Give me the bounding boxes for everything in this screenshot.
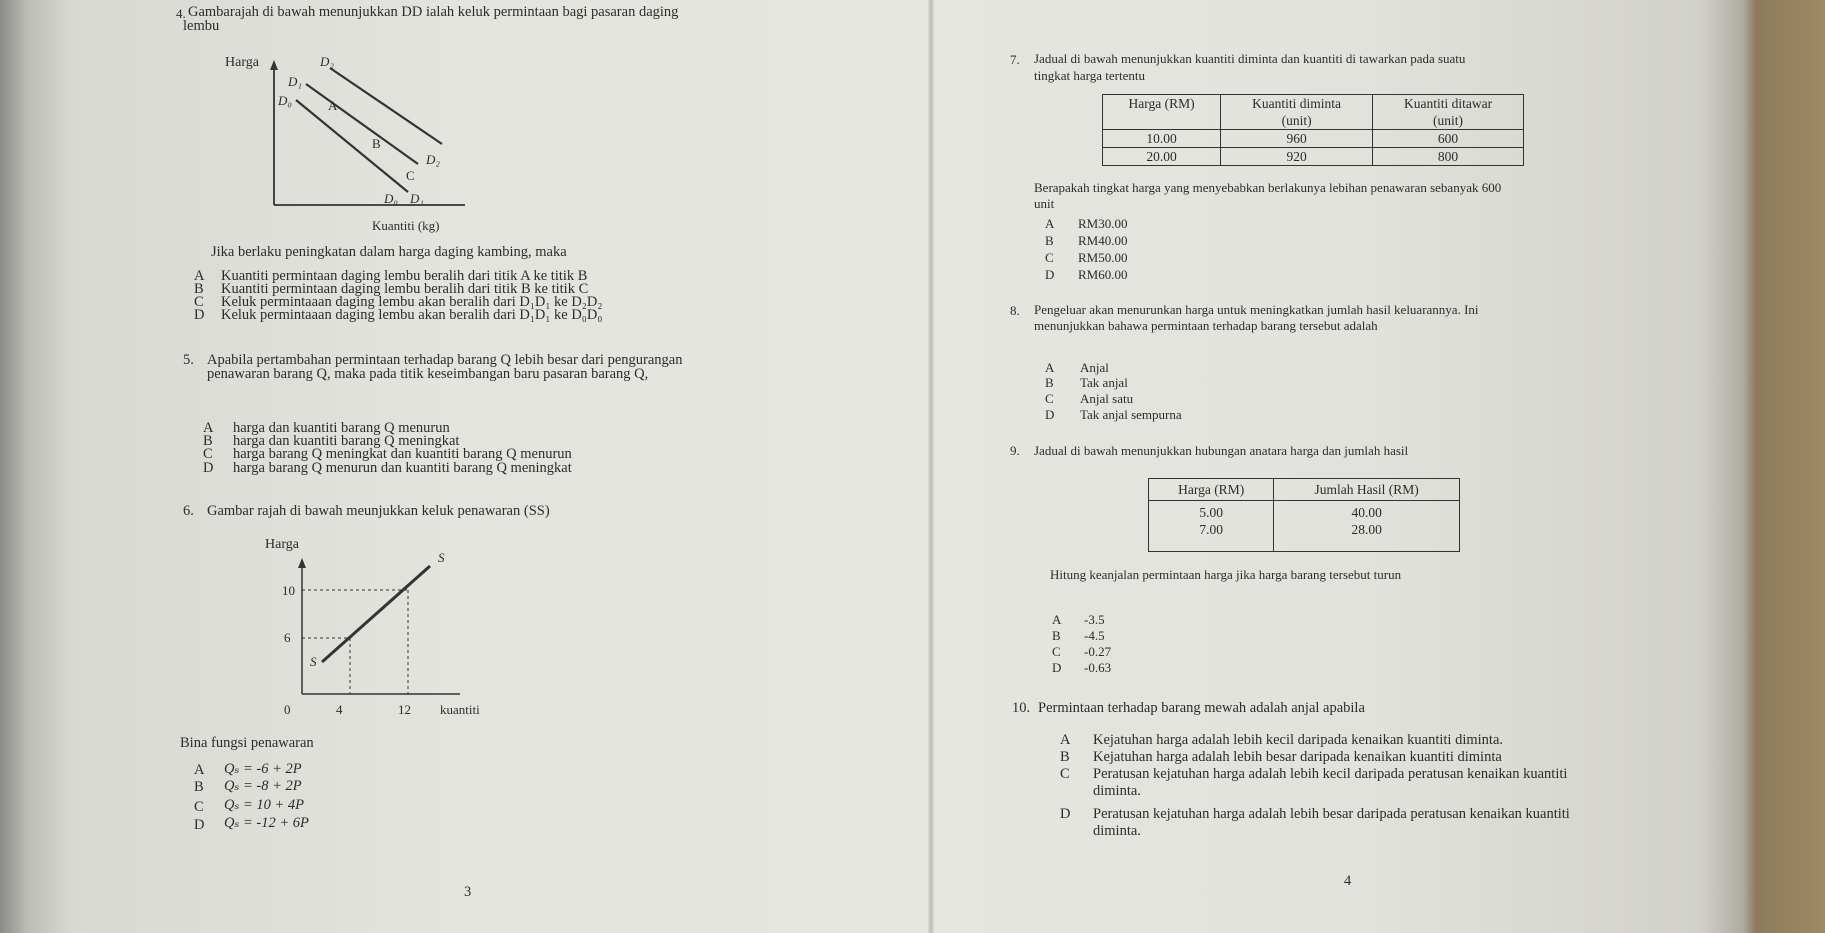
q6-option-b-text: Qₛ = -8 + 2P: [224, 778, 302, 794]
q10-option-d-letter: D: [1060, 806, 1071, 822]
q5-option-a-letter: A: [203, 420, 214, 436]
q9-option-a-letter: A: [1052, 612, 1062, 627]
page-number-right: 4: [1344, 873, 1352, 889]
q4-stem: Gambarajah di bawah menunjukkan DD ialah keluk permintaan bagi pasaran daging: [188, 4, 679, 20]
q4-y-label: Harga: [225, 55, 259, 70]
q9-cell: 28.00: [1274, 521, 1460, 552]
q7-stem-line2: tingkat harga tertentu: [1034, 68, 1145, 83]
q6-xtick-12: 12: [398, 702, 411, 717]
q8-option-c-letter: C: [1045, 391, 1054, 406]
q5-option-a-text: harga dan kuantiti barang Q menurun: [233, 420, 450, 436]
q9-option-a-text: -3.5: [1084, 612, 1105, 627]
q4-label-d0-top: D₀: [278, 93, 292, 108]
q8-option-a-text: Anjal: [1080, 360, 1109, 375]
q4-demand-graph: [225, 48, 480, 238]
q4-point-a: A: [328, 98, 338, 113]
q4-x-label: Kuantiti (kg): [372, 218, 440, 233]
q7-header-ditawar-unit: (unit): [1373, 112, 1524, 130]
q9-header-jumlah-hasil: Jumlah Hasil (RM): [1274, 479, 1460, 501]
q4-prompt: Jika berlaku peningkatan dalam harga daging kambing, maka: [211, 244, 567, 260]
q10-number: 10.: [1012, 700, 1031, 716]
q8-stem-line1: Pengeluar akan menurunkan harga untuk meningkatkan jumlah hasil keluarannya. Ini: [1034, 302, 1479, 317]
q6-option-a-text: Qₛ = -6 + 2P: [224, 761, 302, 777]
q9-option-c-letter: C: [1052, 644, 1061, 659]
q8-option-c-text: Anjal satu: [1080, 391, 1134, 406]
q6-option-b-letter: B: [194, 779, 204, 795]
q7-prompt-line1: Berapakah tingkat harga yang menyebabkan berlakunya lebihan penawaran sebanyak 600: [1034, 180, 1502, 195]
q4-y-axis-arrow: [270, 60, 278, 70]
q4-option-b-letter: B: [194, 281, 204, 297]
q6-label-s-top: S: [438, 550, 445, 565]
table-row: [1149, 501, 1460, 522]
q7-option-b-letter: B: [1045, 233, 1054, 248]
q9-cell: 40.00: [1274, 501, 1460, 522]
q9-option-d-letter: D: [1052, 660, 1062, 675]
q10-stem: Permintaan terhadap barang mewah adalah anjal apabila: [1038, 700, 1365, 716]
q6-prompt: Bina fungsi penawaran: [180, 735, 314, 751]
q4-label-d0-bottom: D₀: [384, 191, 398, 206]
q7-cell: 960: [1221, 130, 1373, 148]
q6-y-label: Harga: [265, 537, 299, 552]
q8-option-b-text: Tak anjal: [1080, 375, 1128, 390]
q4-option-d-letter: D: [194, 307, 205, 323]
q9-table-header-row: [1149, 479, 1460, 501]
q10-option-a-letter: A: [1060, 732, 1071, 748]
q7-option-c-text: RM50.00: [1078, 250, 1128, 265]
q9-option-c-text: -0.27: [1084, 644, 1112, 659]
q7-header-kuantiti-ditawar: Kuantiti ditawar: [1373, 95, 1524, 113]
exam-page-right: [930, 0, 1750, 933]
q9-number: 9.: [1010, 443, 1020, 458]
q5-option-b-text: harga dan kuantiti barang Q meningkat: [233, 433, 460, 449]
q9-prompt: Hitung keanjalan permintaan harga jika harga barang tersebut turun: [1050, 567, 1402, 582]
q9-header-harga: Harga (RM): [1149, 479, 1274, 501]
q7-option-d-text: RM60.00: [1078, 267, 1128, 282]
q4-label-d2-right: D₂: [426, 152, 440, 167]
q9-option-b-letter: B: [1052, 628, 1061, 643]
q5-stem-line2: penawaran barang Q, maka pada titik keseimbangan baru pasaran barang Q,: [207, 366, 649, 382]
q7-cell: 10.00: [1103, 130, 1221, 148]
q9-option-b-text: -4.5: [1084, 628, 1105, 643]
q8-number: 8.: [1010, 303, 1020, 318]
q6-xtick-4: 4: [336, 702, 343, 717]
q5-stem-line1: Apabila pertambahan permintaan terhadap barang Q lebih besar dari pengurangan: [207, 352, 683, 368]
q9-table: [1148, 478, 1460, 552]
q7-option-d-letter: D: [1045, 267, 1055, 282]
q7-number: 7.: [1010, 52, 1020, 67]
q5-option-d-text: harga barang Q menurun dan kuantiti barang Q meningkat: [233, 460, 572, 476]
q8-option-a-letter: A: [1045, 360, 1055, 375]
q9-option-d-text: -0.63: [1084, 660, 1112, 675]
q6-ytick-6: 6: [284, 630, 291, 645]
q4-point-b: B: [372, 136, 381, 151]
q7-option-c-letter: C: [1045, 250, 1054, 265]
q5-number: 5.: [183, 352, 194, 368]
q4-option-c-letter: C: [194, 294, 204, 310]
q7-cell: 600: [1373, 130, 1524, 148]
q6-x-label: kuantiti: [440, 702, 480, 717]
q4-option-d-text: Keluk permintaaan daging lembu akan beralih dari D₁D₁ ke D₀D₀: [221, 307, 603, 323]
q7-stem-line1: Jadual di bawah menunjukkan kuantiti diminta dan kuantiti di tawarkan pada suatu: [1034, 51, 1466, 66]
q10-option-c-letter: C: [1060, 766, 1070, 782]
q6-option-a-letter: A: [194, 762, 205, 778]
q7-option-b-text: RM40.00: [1078, 233, 1128, 248]
q7-cell: 20.00: [1103, 148, 1221, 166]
q6-option-c-letter: C: [194, 799, 204, 815]
q4-label-d1-top: D₁: [288, 74, 302, 89]
q4-curve-d1: [306, 84, 418, 164]
q6-y-axis-arrow: [298, 558, 306, 568]
q5-option-c-text: harga barang Q meningkat dan kuantiti barang Q menurun: [233, 446, 572, 462]
q9-stem: Jadual di bawah menunjukkan hubungan anatara harga dan jumlah hasil: [1034, 443, 1409, 458]
q5-option-d-letter: D: [203, 460, 214, 476]
q7-table-header-row: [1103, 95, 1524, 113]
q10-option-b-text: Kejatuhan harga adalah lebih besar daripada kenaikan kuantiti diminta: [1093, 749, 1502, 765]
q7-cell: 920: [1221, 148, 1373, 166]
q4-label-d1-bottom: D₁: [410, 191, 424, 206]
q9-cell: 7.00: [1149, 521, 1274, 552]
q4-stem-continued: lembu: [183, 18, 220, 34]
q8-option-d-text: Tak anjal sempurna: [1080, 407, 1182, 422]
page-number-left: 3: [464, 884, 472, 900]
table-row: [1103, 130, 1524, 148]
q7-header-diminta-unit: (unit): [1221, 112, 1373, 130]
q7-option-a-text: RM30.00: [1078, 216, 1128, 231]
q8-option-b-letter: B: [1045, 375, 1054, 390]
q7-prompt-line2: unit: [1034, 196, 1055, 211]
q4-label-d2-top: D₂: [320, 54, 334, 69]
q6-supply-curve: [322, 566, 430, 662]
table-row: [1149, 521, 1460, 552]
q6-ytick-0: 0: [284, 702, 291, 717]
q10-option-b-letter: B: [1060, 749, 1070, 765]
q6-option-c-text: Qₛ = 10 + 4P: [224, 797, 305, 813]
q7-table-header-row-2: [1103, 112, 1524, 130]
q9-cell: 5.00: [1149, 501, 1274, 522]
q4-curve-d2: [330, 68, 442, 144]
q10-option-a-text: Kejatuhan harga adalah lebih kecil daripada kenaikan kuantiti diminta.: [1093, 732, 1504, 748]
q7-header-harga-2: [1103, 112, 1221, 130]
table-row: [1103, 148, 1524, 166]
q4-option-a-text: Kuantiti permintaan daging lembu beralih dari titik A ke titik B: [221, 268, 588, 284]
q7-cell: 800: [1373, 148, 1524, 166]
q8-option-d-letter: D: [1045, 407, 1055, 422]
q5-option-b-letter: B: [203, 433, 213, 449]
q7-header-kuantiti-diminta: Kuantiti diminta: [1221, 95, 1373, 113]
q6-option-d-text: Qₛ = -12 + 6P: [224, 815, 309, 831]
q6-option-d-letter: D: [194, 817, 205, 833]
q6-supply-graph: [260, 536, 500, 722]
q6-number: 6.: [183, 503, 194, 519]
q10-option-d-text-line2: diminta.: [1093, 823, 1141, 839]
q6-ytick-10: 10: [282, 583, 295, 598]
q4-option-b-text: Kuantiti permintaan daging lembu beralih dari titik B ke titik C: [221, 281, 589, 297]
q8-stem-line2: menunjukkan bahawa permintaan terhadap barang tersebut adalah: [1034, 318, 1378, 333]
q10-option-c-text-line1: Peratusan kejatuhan harga adalah lebih kecil daripada peratusan kenaikan kuantiti: [1093, 766, 1568, 782]
q5-option-c-letter: C: [203, 446, 213, 462]
q4-point-c: C: [406, 168, 415, 183]
q6-stem: Gambar rajah di bawah meunjukkan keluk penawaran (SS): [207, 503, 550, 519]
q7-table: [1102, 94, 1524, 166]
q10-option-c-text-line2: diminta.: [1093, 783, 1141, 799]
q4-number: 4.: [176, 6, 186, 21]
q7-option-a-letter: A: [1045, 216, 1055, 231]
q10-option-d-text-line1: Peratusan kejatuhan harga adalah lebih besar daripada peratusan kenaikan kuantiti: [1093, 806, 1570, 822]
q4-option-a-letter: A: [194, 268, 205, 284]
q7-header-harga: Harga (RM): [1103, 95, 1221, 113]
q4-option-c-text: Keluk permintaaan daging lembu akan beralih dari D₁D₁ ke D₂D₂: [221, 294, 603, 310]
q6-label-s-bottom: S: [310, 654, 317, 669]
